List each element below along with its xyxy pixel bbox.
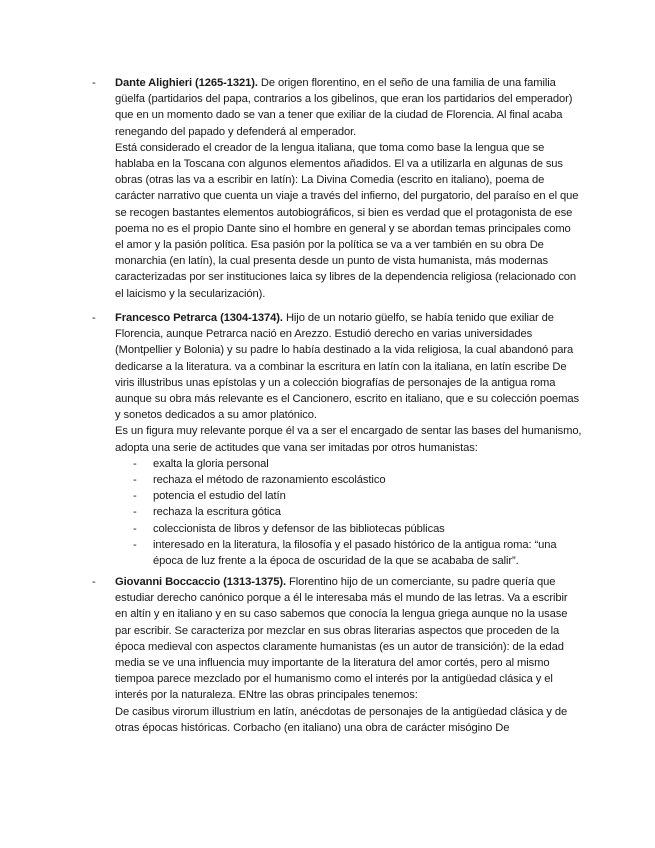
entry-intro	[115, 75, 582, 140]
bullet-dash: -	[92, 77, 96, 89]
entry-boccaccio	[92, 574, 582, 736]
list-item	[115, 537, 582, 569]
entry-body	[115, 574, 582, 736]
sub-bullet-dash: -	[133, 457, 137, 470]
sub-bullet-dash: -	[133, 506, 137, 519]
humanist-attitudes-list	[115, 456, 582, 569]
entry-paragraph: Es un figura muy relevante porque él va a ser el encargado de sentar las bases del humanismo, adopta una serie de actitudes que vana ser imitadas por otros humanistas:	[115, 425, 582, 454]
list-item-text: rechaza el método de razonamiento escolástico	[153, 474, 386, 487]
list-item-text: rechaza la escritura gótica	[153, 506, 281, 519]
entry-paragraph: De casibus virorum illustrium en latín, anécdotas de personajes de la antigüedad clásica y de otras épocas históricas. Corbacho (en italiano) una obra de carácter misógino De	[115, 705, 568, 734]
list-item-text: interesado en la literatura, la filosofía y el pasado histórico de la antigua roma: “una época de luz frente a la época de oscuridad de la que se acababa de salir”.	[153, 538, 557, 568]
entry-intro	[115, 310, 582, 423]
list-item	[115, 504, 582, 520]
list-item	[115, 488, 582, 504]
list-item	[115, 472, 582, 488]
intro-text: Hijo de un notario güelfo, se había tenido que exiliar de Florencia, aunque Petrarca nació en Arezzo. Estudió derecho en varias universidades (Montpellier y Bolonia) y su padre lo había destinado a la vida religiosa, la cual abandonó para dedicarse a la literatura. va a combinar la escritura en latín con la italiana, en latín escribe De viris illustribus unas epístolas y un a colección biografías de personajes de la antigua roma aunque su obra más relevante es el Cancionero, escrito en italiano, que e su colección poemas y sonetos dedicados a su amor platónico.	[115, 312, 579, 422]
author-name: Dante Alighieri (1265-1321).	[115, 77, 258, 89]
bullet-dash: -	[92, 576, 96, 588]
sub-bullet-dash: -	[133, 538, 137, 551]
entry-petrarca	[92, 310, 582, 569]
entry-intro	[115, 574, 582, 704]
intro-text: De origen florentino, en el seño de una familia de una familia güelfa (partidarios del papa, contrarios a los gibelinos, que eran los partidarios del emperador) que en un momento dado se van a tener que exiliar de la ciudad de Florencia. Al final acaba renegando del papado y defenderá al emperador.	[115, 77, 573, 138]
entry-body	[115, 75, 582, 302]
list-item-text: exalta la gloria personal	[153, 457, 269, 470]
author-name: Giovanni Boccaccio (1313-1375).	[115, 576, 287, 588]
sub-bullet-dash: -	[133, 490, 137, 503]
intro-text: Florentino hijo de un comerciante, su padre quería que estudiar derecho canónico porque a él le interesaba más el mundo de las letras. Va a escribir en altín y en italiano y en su caso sabemos que conocía la lengua griega aunque no la usase par escribir. Se caracteriza por mezclar en sus obras literarias aspectos que proceden de la época medieval con aspectos claramente humanistas (es un autor de transición): de la edad media se ve una influencia muy importante de la literatura del amor cortés, pero al mismo tiempoa parece mezclado por el humanismo como el interés por la antigüedad clásica y el interés por la naturaleza. ENtre las obras principales tenemos:	[115, 576, 568, 702]
list-item-text: coleccionista de libros y defensor de las bibliotecas públicas	[153, 522, 445, 535]
list-item	[115, 456, 582, 472]
entry-dante	[92, 75, 582, 302]
author-name: Francesco Petrarca (1304-1374).	[115, 312, 283, 324]
list-item	[115, 521, 582, 537]
sub-bullet-dash: -	[133, 522, 137, 535]
sub-bullet-dash: -	[133, 474, 137, 487]
entry-body	[115, 310, 582, 569]
entry-paragraph: Está considerado el creador de la lengua italiana, que toma como base la lengua que se hablaba en la Toscana con algunos elementos añadidos. El va a utilizarla en algunas de sus obras (otras las va a escribir en latín): La Divina Comedia (escrito en italiano), poema de carácter narrativo que cuenta un viaje a través del infierno, del purgatorio, del paraíso en el que se recogen bastantes elementos autobiográficos, si bien es verdad que el protagonista de ese poema no es el propio Dante sino el hombre en general y se abordan temas principales como el amor y la pasión política. Esa pasión por la política se va a ver también en su obra De monarchia (en latín), la cual presenta desde un punto de vista humanista, más modernas caracterizadas por ser instituciones laica sy libres de la dependencia religiosa (relacionado con el laicismo y la secularización).	[115, 141, 579, 300]
list-item-text: potencia el estudio del latín	[153, 490, 286, 503]
bullet-dash: -	[92, 312, 96, 324]
